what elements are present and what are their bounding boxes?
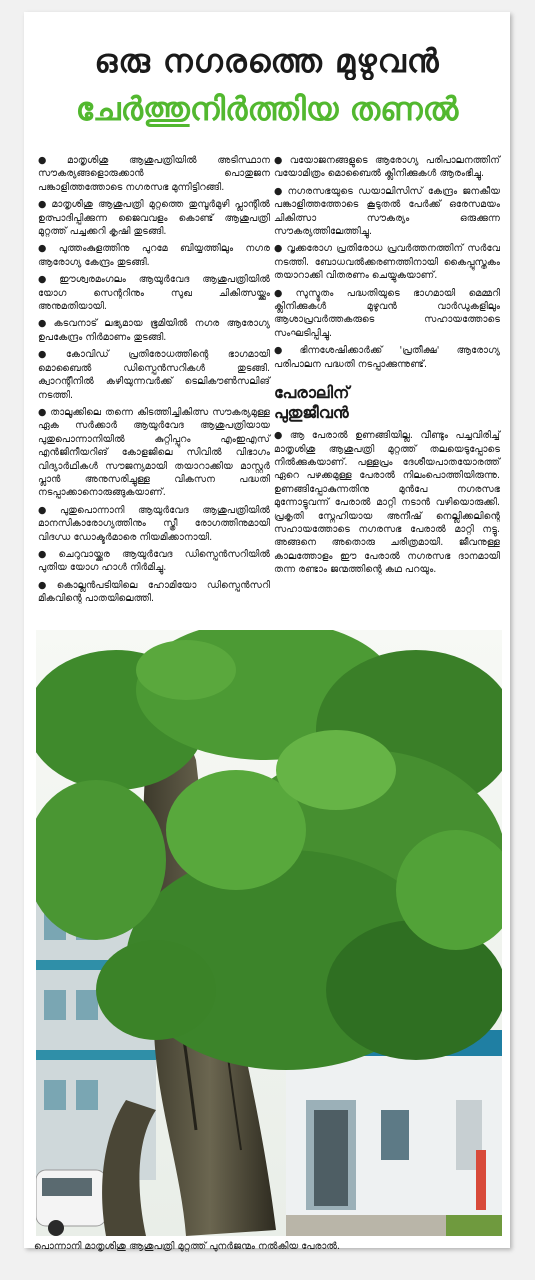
bullet-icon: ● [274, 155, 287, 166]
bullet-icon: ● [274, 185, 285, 197]
bullet-icon: ● [38, 406, 48, 418]
bullet-icon: ● [274, 243, 284, 255]
bullet-icon: ● [38, 349, 63, 361]
list-item: ● വൃക്കരോഗ പ്രതിരോധ പ്രവർത്തനത്തിന് സർവേ നടത്തി. ബോധവൽക്കരണത്തിനായി കൈപ്പുസ്തകം തയാറാക്കി വിതരണം ചെയ്യുകയാണ്. [274, 243, 500, 282]
bullet-icon: ● [38, 504, 57, 516]
photo-caption: പൊന്നാനി മാതൃശിശു ആശുപത്രി മുറ്റത്ത് പുനർജന്മം നൽകിയ പേരാൽ. [34, 1241, 341, 1252]
left-column [38, 154, 270, 610]
list-item: ● മാതൃശിശു ആശുപത്രി മുറ്റത്തെ തുമ്പൂർമുഴി പ്ലാന്റിൽ ഉത്പാദിപ്പിക്കുന്ന ജൈവവളം കൊണ്ട് ആശുപത്രി മുറ്റത്ത് പച്ചക്കറി കൃഷി തുടങ്ങി. [38, 199, 270, 238]
list-item: ● കൊല്ലൻപടിയിലെ ഹോമിയോ ഡിസ്പെൻസറി മികവിന്റെ പാതയിലെത്തി. [38, 579, 270, 605]
bullet-icon: ● [38, 579, 54, 591]
list-item: ● നഗരസഭയുടെ ഡയാലിസിസ് കേന്ദ്രം ജനകീയ പങ്കാളിത്തത്തോടെ കൂടുതൽ പേർക്ക് ഒരേസമയം ചികിത്സാ സൗകര്യം ഒരുക്കുന്ന സൗകര്യത്തിലേത്തിച്ചു. [274, 185, 501, 238]
list-item: ● സുസ്മൃതം പദ്ധതിയുടെ ഭാഗമായി മെമ്മറി ക്ലിനിക്കുകൾ മുഴുവൻ വാർഡുകളിലും ആശാപ്രവർത്തകരുടെ സഹായത്തോടെ സംഘടിപ്പിച്ചു. [274, 287, 500, 339]
headline-line-1: ഒരു നഗരത്തെ മുഴുവൻ [94, 42, 440, 80]
tree-foliage [36, 630, 502, 1070]
list-item: ● താലൂക്കിലെ തന്നെ കിടത്തിച്ചികിത്സ സൗകര്യമുള്ള ഏക സർക്കാർ ആയുർവേദ ആശുപത്രിയായ പുതുപൊന്നാനിയിൽ കുറ്റിപ്പുറം എംഇഎസ് എൻജിനീയറിങ് കോളജിലെ സിവിൽ വിഭാഗം വിദ്യാർഥികൾ സൗജന്യമായി തയാറാക്കിയ മാസ്റ്റർ പ്ലാൻ അനുസരിച്ചുള്ള വികസന പദ്ധതി നടപ്പാക്കാനൊരുങ്ങുകയാണ്. [38, 406, 270, 499]
right-column [274, 154, 500, 581]
list-item: ● കടവനാട് ലഭ്യമായ ഭൂമിയിൽ നഗര ആരോഗ്യ ഉപകേന്ദ്രം നിർമാണം തുടങ്ങി. [38, 318, 270, 343]
bullet-icon: ● [274, 345, 297, 357]
photo-illustration [36, 630, 502, 1236]
list-item: ● കോവിഡ് പ്രതിരോധത്തിന്റെ ഭാഗമായി മൊബൈൽ ഡിസ്പെൻസറികൾ തുടങ്ങി. ക്വാറന്റീനിൽ കഴിയുന്നവർക്ക് ടെലികൗൺസലിങ് നടത്തി. [38, 349, 270, 401]
bullet-icon: ● [38, 274, 57, 286]
bullet-icon: ● [38, 199, 49, 211]
newspaper-page [24, 12, 510, 1252]
subheading-line-1: പേരാലിന് [274, 383, 350, 403]
banyan-tree-photo [36, 630, 502, 1236]
article-paragraph: ● ആ പേരാൽ ഉണങ്ങിയില്ല. വീണ്ടും പച്ചവിരിച്ച് മാതൃശിശു ആശുപത്രി മുറ്റത്ത് തലയെടുപ്പോടെ നിൽക്കുകയാണ്. പള്ളപ്രം ദേശീയപാതയോരത്ത് ഏറെ പഴക്കമുള്ള പേരാൽ നിലംപൊത്തിയിരുന്നു. ഉണങ്ങിപ്പോകുന്നതിനു മുൻപേ നഗരസഭ മുന്നോട്ടുവന്ന് പേരാൽ മാറ്റി നടാൻ വഴിയൊരുക്കി. പ്രകൃതി സ്നേഹിയായ അനീഷ് നെല്ലിക്കലിന്റെ സഹായത്തോടെ നഗരസഭ പേരാൽ മാറ്റി നട്ടു. അങ്ങനെ അതൊരു ചരിത്രമായി. ജീവനുള്ള കാലത്തോളം ഈ പേരാൽ നഗരസഭ ദാനമായി തന്ന രണ്ടാം ജന്മത്തിന്റെ കഥ പറയും. [274, 430, 501, 576]
bullet-icon: ● [274, 430, 287, 442]
subheading [274, 383, 500, 423]
headline-line-2: ചേർത്തുനിർത്തിയ തണൽ [75, 90, 459, 128]
bullet-icon: ● [38, 318, 51, 330]
parked-car [36, 1170, 106, 1236]
bullet-icon: ● [38, 155, 64, 166]
list-item: ● ഈശ്വരമംഗലം ആയുർവേദ ആശുപത്രിയിൽ യോഗ സെന്ററിനും സുഖ ചികിത്സയ്ക്കും അനുമതിയായി. [38, 274, 270, 313]
bullet-icon: ● [274, 287, 293, 299]
list-item: ● വയോജനങ്ങളുടെ ആരോഗ്യ പരിപാലനത്തിന് വയോമിത്രം മൊബൈൽ ക്ലിനിക്കുകൾ ആരംഭിച്ചു. [274, 155, 501, 180]
list-item: ● പുതുപൊന്നാനി ആയുർവേദ ആശുപത്രിയിൽ മാനസികാരോഗ്യത്തിനും സ്ത്രീ രോഗത്തിനുമായി വിദഗ്ധ ഡോക്ടർമാരെ നിയമിക്കാനായി. [38, 504, 270, 543]
bullet-icon: ● [38, 548, 56, 560]
subheading-line-2: പുതുജീവൻ [274, 403, 349, 423]
list-item: ● പുത്തംകുളത്തിനു പുറമേ ബിയ്യത്തിലും നഗര ആരോഗ്യ കേന്ദ്രം തുടങ്ങി. [38, 243, 271, 268]
bullet-icon: ● [38, 243, 56, 255]
list-item: ● ഭിന്നശേഷിക്കാർക്ക് 'പ്രതീക്ഷ' ആരോഗ്യ പരിപാലന പദ്ധതി നടപ്പാക്കുന്നുണ്ട്. [274, 345, 500, 370]
list-item: ● ചെറുവായ്ക്കര ആയുർവേദ ഡിസ്പെൻസറിയിൽ പുതിയ യോഗ ഹാൾ നിർമിച്ചു. [38, 548, 271, 574]
list-item: ● മാതൃശിശു ആശുപത്രിയിൽ അടിസ്ഥാന സൗകര്യങ്ങളൊരുക്കാൻ പൊതുജന പങ്കാളിത്തത്തോടെ നഗരസഭ മുന്നിട്ടിറങ്ങി. [38, 155, 271, 193]
